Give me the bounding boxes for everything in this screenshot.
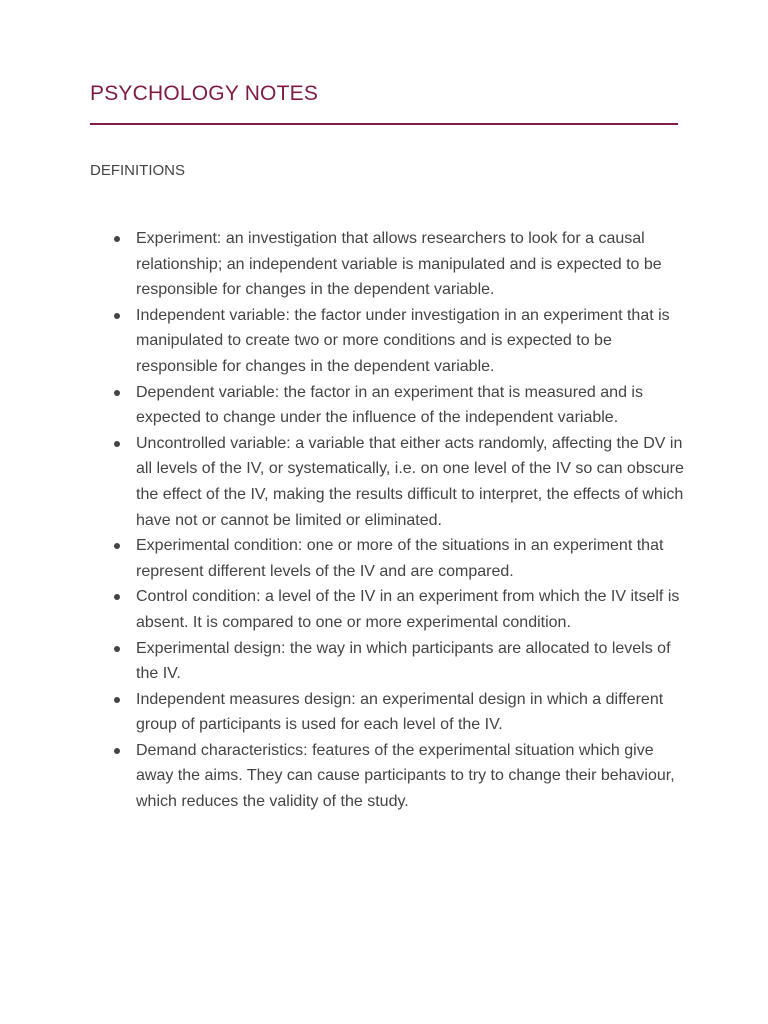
bullet-icon: [114, 543, 120, 549]
list-item: [136, 431, 686, 533]
definition-text: Demand characteristics: features of the experimental situation which give away the aims. They can cause participants to try to change their behaviour, which reduces the validity of the study.: [136, 741, 675, 811]
bullet-icon: [114, 441, 120, 447]
bullet-icon: [114, 594, 120, 600]
bullet-icon: [114, 236, 120, 242]
definition-text: Uncontrolled variable: a variable that either acts randomly, affecting the DV in all levels of the IV, or systematically, i.e. on one level of the IV so can obscure the effect of the IV, making the results difficult to interpret, the effects of which have not or cannot be limited or eliminated.: [136, 434, 684, 529]
bullet-icon: [114, 748, 120, 754]
definition-text: Dependent variable: the factor in an experiment that is measured and is expected to change under the influence of the independent variable.: [136, 383, 643, 427]
bullet-icon: [114, 646, 120, 652]
bullet-icon: [114, 697, 120, 703]
section-heading: DEFINITIONS: [90, 162, 186, 179]
list-item: [136, 533, 686, 584]
title-divider: [90, 123, 678, 125]
list-item: [136, 584, 686, 635]
list-item: [136, 226, 686, 303]
definition-text: Independent measures design: an experimental design in which a different group of participants is used for each level of the IV.: [136, 690, 664, 734]
definition-text: Control condition: a level of the IV in an experiment from which the IV itself is absent. It is compared to one or more experimental condition.: [136, 588, 680, 631]
bullet-icon: [114, 390, 120, 396]
list-item: [136, 380, 686, 431]
bullet-icon: [114, 313, 120, 319]
list-item: [136, 687, 686, 738]
definition-text: Experimental condition: one or more of the situations in an experiment that represent different levels of the IV and are compared.: [136, 537, 664, 580]
definitions-list: [136, 226, 686, 815]
definition-text: Experiment: an investigation that allows researchers to look for a causal relationship; an independent variable is manipulated and is expected to be responsible for changes in the dependent variable.: [136, 230, 662, 299]
list-item: [136, 738, 686, 815]
definition-text: Independent variable: the factor under investigation in an experiment that is manipulated to create two or more conditions and is expected to be responsible for changes in the dependent variable.: [136, 306, 670, 375]
list-item: [136, 636, 686, 687]
document-title: PSYCHOLOGY NOTES: [90, 82, 319, 105]
list-item: [136, 303, 686, 380]
definition-text: Experimental design: the way in which participants are allocated to levels of the IV.: [136, 639, 671, 683]
